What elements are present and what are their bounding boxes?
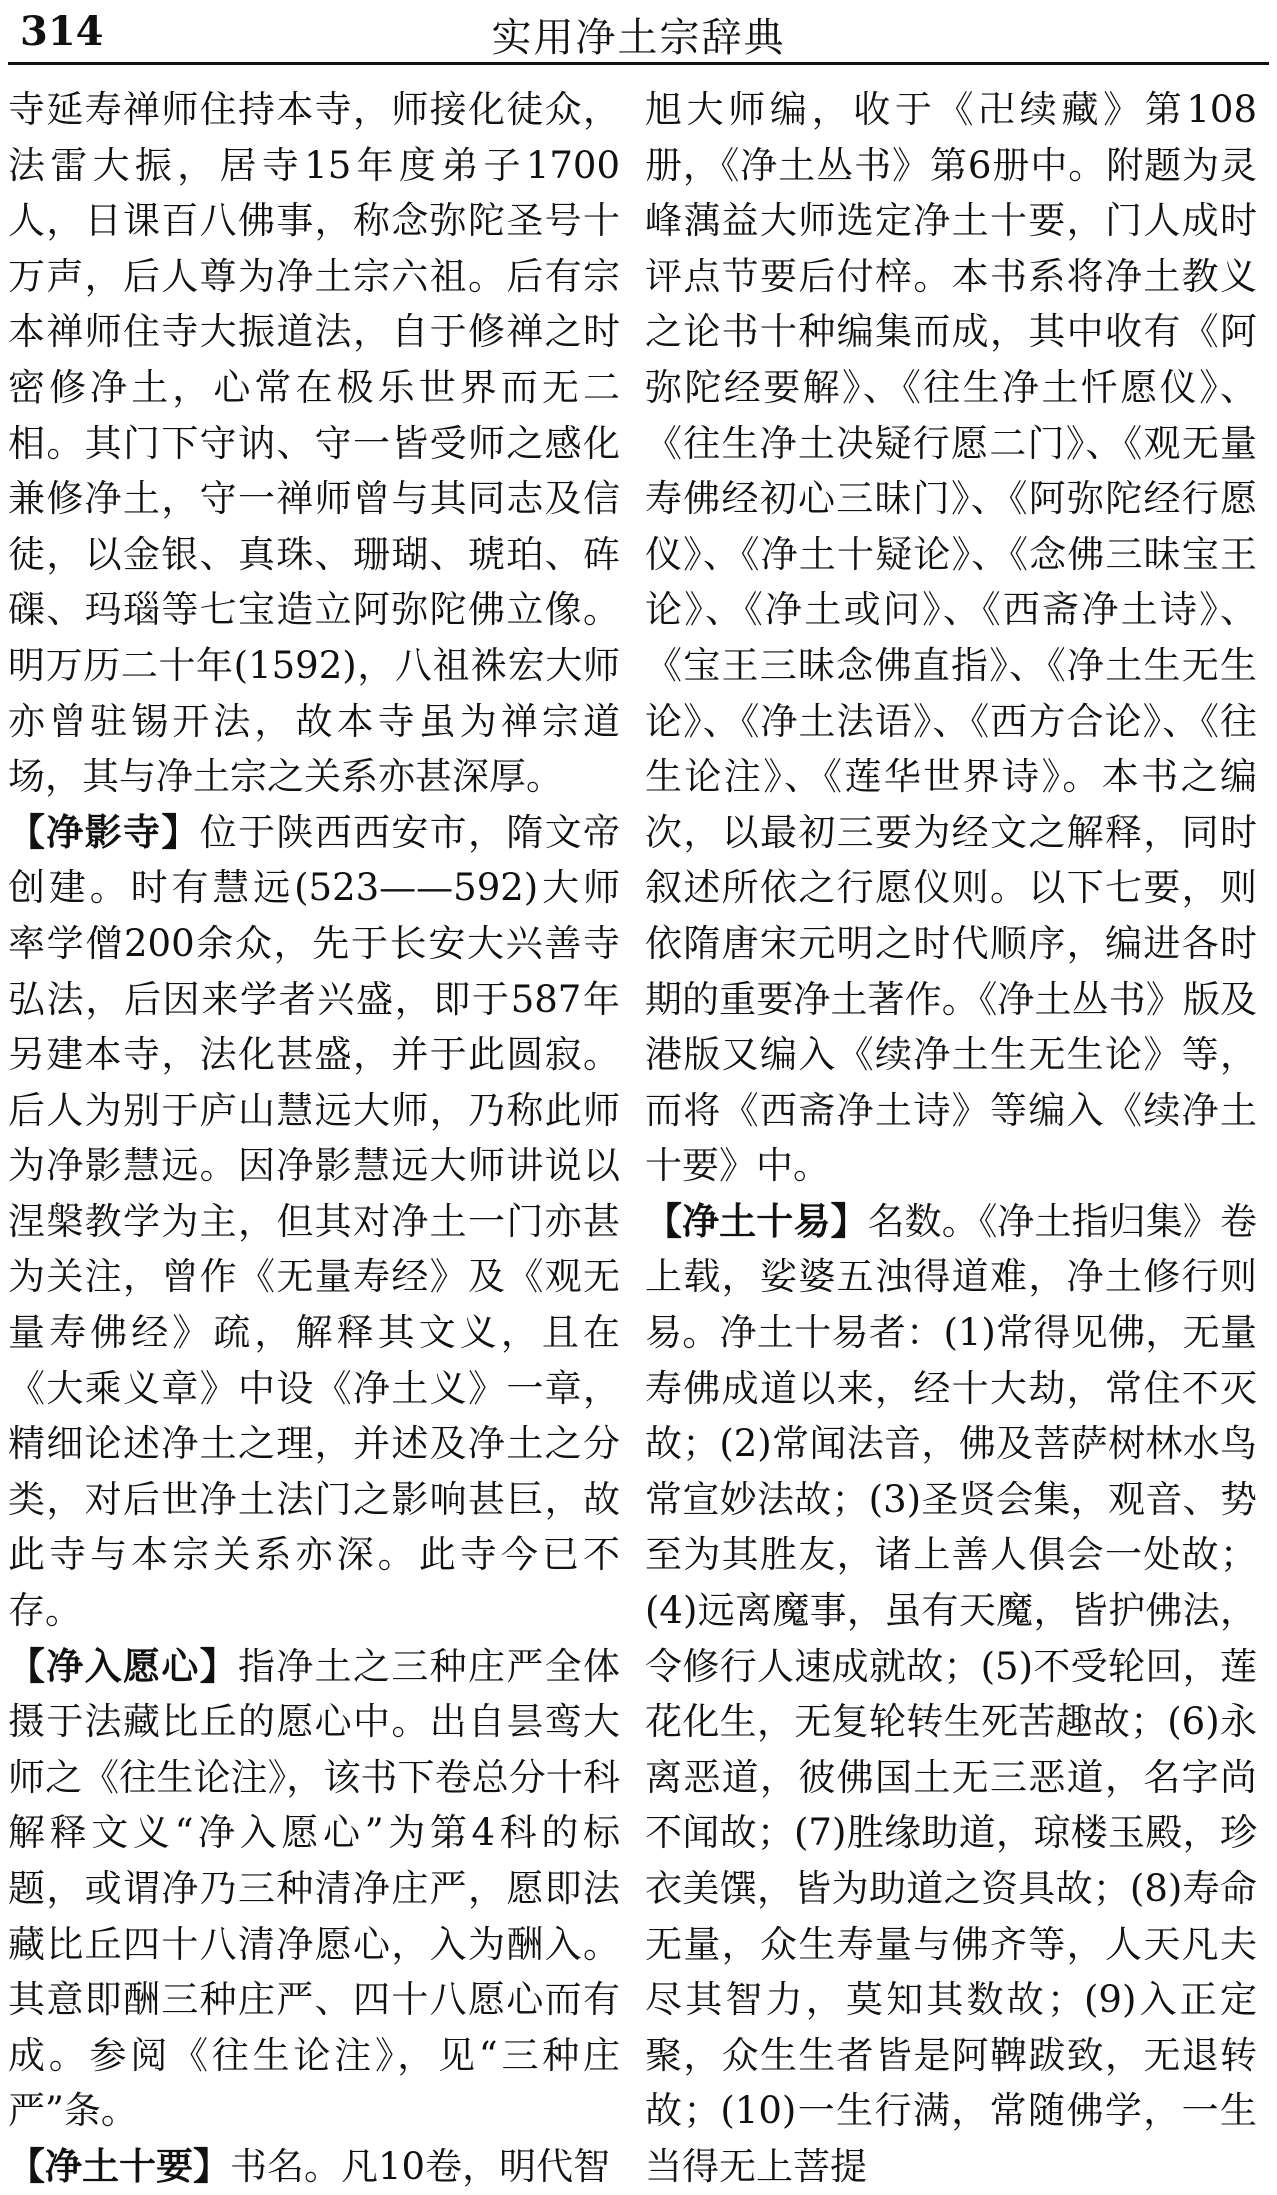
paragraph-text: 旭大师编，收于《卍续藏》第108册，《净土丛书》第6册中。附题为灵峰蕅益大师选定净土十要，门人成时评点节要后付梓。本书系将净土教义之论书十种编集而成，其中收有《阿弥陀经要解》、《往生净土忏愿仪》、《往生净土决疑行愿二门》、《观无量寿佛经初心三昧门》、《阿弥陀经行愿仪》、《净土十疑论》、《念佛三昧宝王论》、《净土或问》、《西斋净土诗》、《宝王三昧念佛直指》、《净土生无生论》、《净土法语》、《西方合论》、《往生论注》、《莲华世界诗》。本书之编次，以最初三要为经文之解释，同时叙述所依之行愿仪则。以下七要，则依隋唐宋元明之时代顺序，编进各时期的重要净土著作。《净土丛书》版及港版又编入《续净土生无生论》等，而将《西斋净土诗》等编入《续净土十要》中。 — [645, 88, 1257, 1188]
right-column — [645, 82, 1257, 2195]
continued-paragraph — [8, 82, 620, 805]
header-rule — [8, 62, 1269, 65]
book-title: 实用净土宗辞典 — [491, 15, 786, 61]
continued-paragraph — [645, 82, 1257, 1194]
entry-text: 书名。凡10卷，明代智 — [230, 2144, 611, 2188]
dictionary-entry — [8, 1639, 620, 2139]
entry-text: 位于陕西西安市，隋文帝创建。时有慧远(523——592)大师率学僧200余众，先于长安大兴善寺弘法，后因来学者兴盛，即于587年另建本寺，法化甚盛，并于此圆寂。后人为别于庐山慧远大师，乃称此师为净影慧远。因净影慧远大师讲说以涅槃教学为主，但其对净土一门亦甚为关注，曾作《无量寿经》及《观无量寿佛经》疏，解释其文义，且在《大乘义章》中设《净土义》一章，精细论述净土之理，并述及净土之分类，对后世净土法门之影响甚巨，故此寺与本宗关系亦深。此寺今已不存。 — [8, 810, 621, 1633]
page-header — [0, 0, 1277, 82]
entry-headword: 【净土十要】 — [8, 2143, 230, 2188]
page-number: 314 — [20, 8, 104, 55]
entry-text: 名数。《净土指归集》卷上载，娑婆五浊得道难，净土修行则易。净土十易者：(1)常得见佛，无量寿佛成道以来，经十大劫，常住不灭故；(2)常闻法音，佛及菩萨树林水鸟常宣妙法故；(3)圣贤会集，观音、势至为其胜友，诸上善人俱会一处故；(4)远离魔事，虽有天魔，皆护佛法，令修行人速成就故；(5)不受轮回，莲花化生，无复轮转生死苦趣故；(6)永离恶道，彼佛国土无三恶道，名字尚不闻故；(7)胜缘助道，琼楼玉殿，珍衣美馔，皆为助道之资具故；(8)寿命无量，众生寿量与佛齐等，人天凡夫尽其智力，莫知其数故；(9)入正定聚，众生生者皆是阿鞞跋致，无退转故；(10)一生行满，常随佛学，一生当得无上菩提 — [645, 1199, 1257, 2188]
dictionary-entry — [8, 805, 620, 1639]
dictionary-entry — [8, 2139, 620, 2195]
entry-headword: 【净影寺】 — [8, 809, 200, 854]
entry-headword: 【净入愿心】 — [8, 1643, 238, 1688]
dictionary-entry — [645, 1194, 1257, 2195]
entry-headword: 【净土十易】 — [645, 1198, 868, 1243]
entry-text: 指净土之三种庄严全体摄于法藏比丘的愿心中。出自昙鸾大师之《往生论注》，该书下卷总分十科解释文义“净入愿心”为第4科的标题，或谓净乃三种清净庄严，愿即法藏比丘四十八清净愿心，入为酬入。其意即酬三种庄严、四十八愿心而有成。参阅《往生论注》，见“三种庄严”条。 — [8, 1644, 620, 2133]
left-column — [8, 82, 620, 2195]
paragraph-text: 寺延寿禅师住持本寺，师接化徒众，法雷大振，居寺15年度弟子1700人，日课百八佛事，称念弥陀圣号十万声，后人尊为净土宗六祖。后有宗本禅师住寺大振道法，自于修禅之时密修净土，心常在极乐世界而无二相。其门下守讷、守一皆受师之感化兼修净土，守一禅师曾与其同志及信徒，以金银、真珠、珊瑚、琥珀、砗磲、玛瑙等七宝造立阿弥陀佛立像。明万历二十年(1592)，八祖袾宏大师亦曾驻锡开法，故本寺虽为禅宗道场，其与净土宗之关系亦甚深厚。 — [8, 88, 620, 799]
